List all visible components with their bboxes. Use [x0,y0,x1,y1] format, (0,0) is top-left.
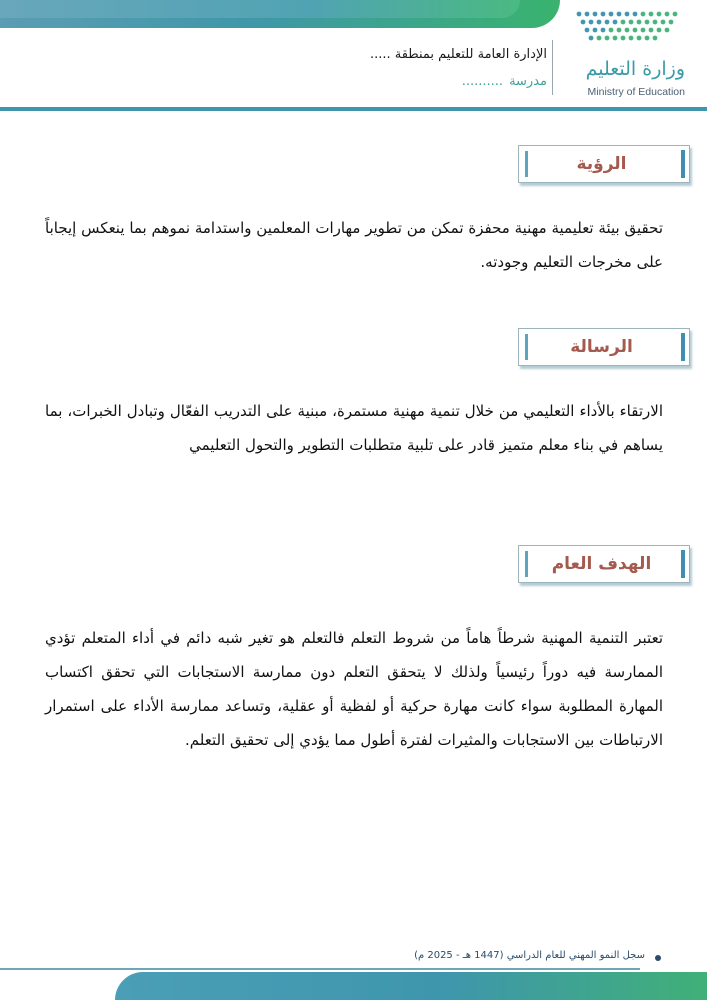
header-rule [0,107,707,111]
footer-bullet-icon [655,955,661,961]
footer-decorative-band [115,972,707,1000]
header-divider [552,40,553,95]
title-accent-bar [525,151,528,177]
objective-text: تعتبر التنمية المهنية شرطاً هاماً من شروط التعلم فالتعلم هو تغير شبه دائم في أداء المتعلم تؤدي الممارسة فيه دوراً رئيسياً ولذلك لا يتحقق التعلم دون ممارسة الاستجابات التي تحقق اكتساب المهارة المطلوبة سواء كانت مهارة حركية أو لفظية أو عقلية، وتساعد ممارسة الأداء على استمرار الارتباطات بين الاستجابات والمثيرات لفترة أطول مما يؤدي إلى تحقيق التعلم. [45,629,663,749]
directorate-text: الإدارة العامة للتعليم بمنطقة ..... [369,47,547,62]
title-accent-bar [681,550,685,578]
vision-text: تحقيق بيئة تعليمية مهنية محفزة تمكن من تطوير مهارات المعلمين واستدامة نموهم بما ينعكس إيجاباً على مخرجات التعليم وجودته. [45,219,663,271]
ministry-logo [567,8,689,98]
title-accent-bar [525,551,528,577]
ministry-dots-logo-icon [573,8,685,52]
mission-title-box [518,328,690,366]
footer-text: سجل النمو المهني للعام الدراسي (1447 هـ - 2025 م) [414,950,645,961]
logo-english-text: Ministry of Education [587,86,685,98]
title-accent-bar [681,333,685,361]
school-label: مدرسة [509,74,547,89]
school-dots: .......... [461,74,504,89]
footer-rule [0,968,640,970]
objective-title: الهدف العام [551,554,652,574]
school-line [462,74,547,89]
top-decorative-band [0,0,560,28]
title-accent-bar [681,150,685,178]
mission-text: الارتقاء بالأداء التعليمي من خلال تنمية مهنية مستمرة، مبنية على التدريب الفعّال وتبادل الخبرات، بما يساهم في بناء معلم متميز قادر على تلبية متطلبات التطوير والتحول التعليمي [45,402,663,454]
mission-title: الرسالة [570,337,633,357]
vision-title-box [518,145,690,183]
vision-title: الرؤية [576,154,627,174]
title-accent-bar [525,334,528,360]
top-band-highlight [0,0,520,18]
objective-title-box [518,545,690,583]
logo-arabic-text: وزارة التعليم [585,58,685,80]
